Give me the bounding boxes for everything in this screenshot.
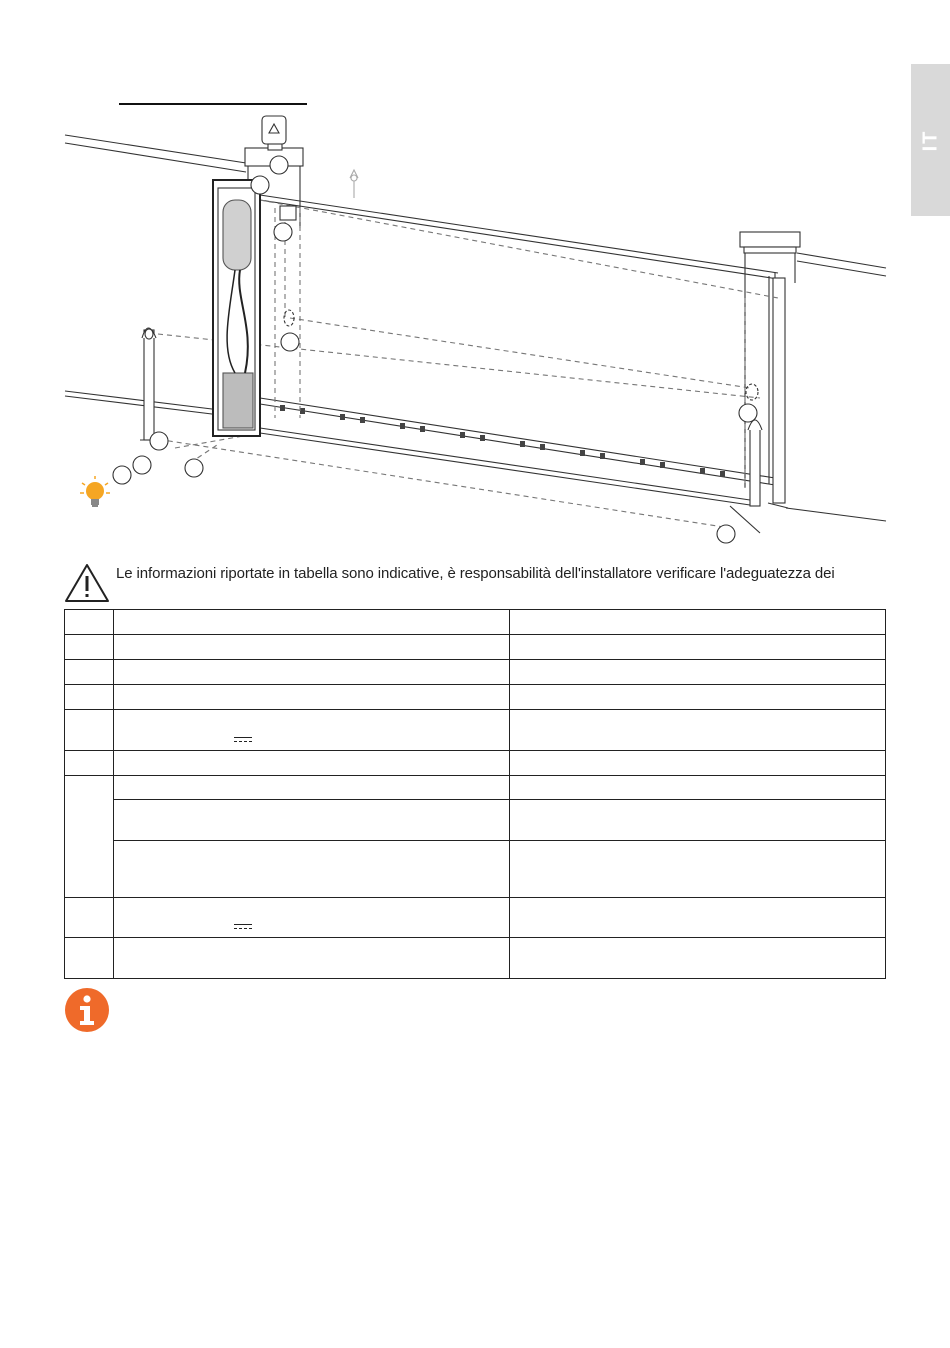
language-tab	[911, 64, 950, 216]
table-row	[65, 710, 886, 751]
row-value	[510, 610, 886, 635]
table-row	[65, 685, 886, 710]
row-number	[65, 776, 114, 898]
row-number	[65, 710, 114, 751]
dc-voltage-symbol	[234, 737, 252, 742]
row-description	[114, 776, 510, 800]
row-number	[65, 660, 114, 685]
row-number	[65, 938, 114, 979]
row-value	[510, 710, 886, 751]
row-value	[510, 751, 886, 776]
row-value	[510, 898, 886, 938]
table-row	[65, 800, 886, 841]
language-label: IT	[919, 129, 941, 151]
flashing-lamp-icon	[80, 476, 110, 507]
dc-voltage-symbol	[234, 924, 252, 929]
row-value	[510, 685, 886, 710]
warning-note: Le informazioni riportate in tabella sono indicative, è responsabilità dell'installatore verificare l'adeguatezza dei	[116, 565, 835, 582]
row-value	[510, 938, 886, 979]
row-number	[65, 751, 114, 776]
row-description	[114, 898, 510, 938]
table-row	[65, 751, 886, 776]
row-description	[114, 610, 510, 635]
row-description	[114, 660, 510, 685]
row-description	[114, 635, 510, 660]
accessories-table	[64, 609, 886, 979]
row-number	[65, 610, 114, 635]
row-description	[114, 685, 510, 710]
table-row	[65, 635, 886, 660]
table-row	[65, 610, 886, 635]
row-value	[510, 841, 886, 898]
row-value	[510, 800, 886, 841]
table-row	[65, 898, 886, 938]
table-row	[65, 776, 886, 800]
row-description	[114, 841, 510, 898]
row-number	[65, 685, 114, 710]
table-row	[65, 660, 886, 685]
row-description	[114, 938, 510, 979]
row-value	[510, 635, 886, 660]
row-description	[114, 751, 510, 776]
title-underline	[119, 103, 307, 105]
table-row	[65, 841, 886, 898]
installation-diagram	[60, 108, 890, 553]
row-number	[65, 898, 114, 938]
row-number	[65, 635, 114, 660]
warning-triangle-icon	[64, 563, 110, 603]
row-value	[510, 776, 886, 800]
info-circle-icon	[64, 987, 110, 1033]
row-description	[114, 710, 510, 751]
table-row	[65, 938, 886, 979]
row-description	[114, 800, 510, 841]
row-value	[510, 660, 886, 685]
